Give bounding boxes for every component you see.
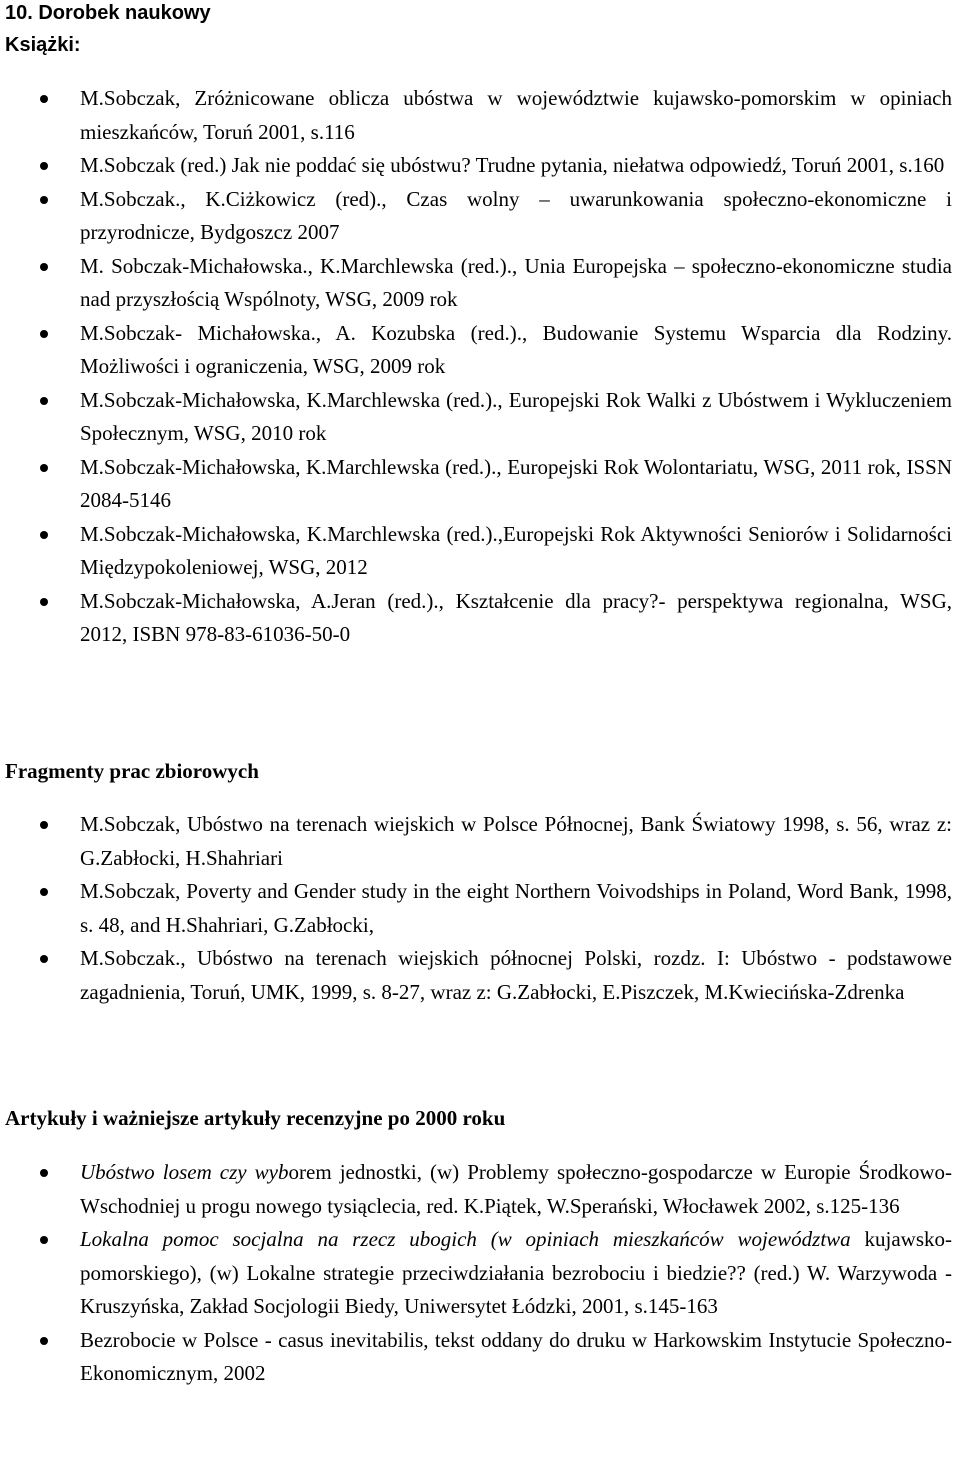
list-item-text: M. Sobczak-Michałowska., K.Marchlewska (red.)., Unia Europejska – społeczno-ekonomiczne studia nad przyszłością Wspólnoty, WSG, 2009 rok bbox=[80, 253, 952, 311]
fragments-list bbox=[0, 808, 960, 1009]
list-item-text: M.Sobczak-Michałowska, K.Marchlewska (red.)., Europejski Rok Wolontariatu, WSG, 2011 rok, ISSN 2084-5146 bbox=[80, 454, 952, 512]
list-item-text: orem jednostki, (w) Problemy społeczno-gospodarcze w Europie Środkowo-Wschodniej u progu nowego tysiąclecia, red. K.Piątek, W.Sperański, Włocławek 2002, s.125-136 bbox=[80, 1160, 952, 1218]
bullet-icon bbox=[40, 196, 48, 204]
list-item-text: M.Sobczak-Michałowska, K.Marchlewska (red.)., Europejski Rok Walki z Ubóstwem i Wykluczeniem Społecznym, WSG, 2010 rok bbox=[80, 387, 952, 445]
books-list bbox=[0, 82, 960, 652]
list-item-text: M.Sobczak-Michałowska, A.Jeran (red.)., Kształcenie dla pracy?- perspektywa regionalna, WSG, 2012, ISBN 978-83-61036-50-0 bbox=[80, 588, 952, 646]
section-title: 10. Dorobek naukowy bbox=[5, 2, 211, 24]
books-label: Książki: bbox=[5, 34, 81, 56]
bullet-icon bbox=[40, 397, 48, 405]
list-item bbox=[0, 149, 960, 183]
bullet-icon bbox=[40, 162, 48, 170]
bullet-icon bbox=[40, 821, 48, 829]
bullet-icon bbox=[40, 95, 48, 103]
article-title-italic: Ubóstwo losem czy wyb bbox=[80, 1160, 289, 1184]
list-item-text: M.Sobczak., K.Ciżkowicz (red)., Czas wolny – uwarunkowania społeczno-ekonomiczne i przyrodnicze, Bydgoszcz 2007 bbox=[80, 186, 952, 244]
list-item bbox=[0, 384, 960, 451]
bullet-icon bbox=[40, 888, 48, 896]
list-item bbox=[0, 451, 960, 518]
list-item bbox=[0, 1324, 960, 1391]
list-item bbox=[0, 808, 960, 875]
list-item-text: Bezrobocie w Polsce - casus inevitabilis, tekst oddany do druku w Harkowskim Instytucie Społeczno-Ekonomicznym, 2002 bbox=[80, 1327, 952, 1385]
bullet-icon bbox=[40, 598, 48, 606]
list-item bbox=[0, 1223, 960, 1324]
fragments-heading: Fragmenty prac zbiorowych bbox=[5, 759, 259, 783]
articles-list bbox=[0, 1156, 960, 1391]
list-item-text: M.Sobczak, Zróżnicowane oblicza ubóstwa w województwie kujawsko-pomorskim w opiniach mieszkańców, Toruń 2001, s.116 bbox=[80, 86, 952, 144]
list-item-text: M.Sobczak, Poverty and Gender study in the eight Northern Voivodships in Poland, Word Bank, 1998, s. 48, and H.Shahriari, G.Zabłocki, bbox=[80, 879, 952, 937]
bullet-icon bbox=[40, 531, 48, 539]
articles-heading: Artykuły i ważniejsze artykuły recenzyjne po 2000 roku bbox=[5, 1106, 506, 1130]
bullet-icon bbox=[40, 955, 48, 963]
list-item bbox=[0, 183, 960, 250]
bullet-icon bbox=[40, 1169, 48, 1177]
list-item bbox=[0, 875, 960, 942]
bullet-icon bbox=[40, 464, 48, 472]
bullet-icon bbox=[40, 263, 48, 271]
list-item bbox=[0, 82, 960, 149]
list-item-text: kujawsko-pomorskiego), (w) Lokalne strategie przeciwdziałania bezrobociu i biedzie?? (red.) W. Warzywoda - Kruszyńska, Zakład Socjologii Biedy, Uniwersytet Łódzki, 2001, s.145-163 bbox=[80, 1227, 952, 1318]
list-item bbox=[0, 585, 960, 652]
list-item-text: M.Sobczak (red.) Jak nie poddać się ubóstwu? Trudne pytania, niełatwa odpowiedź, Toruń 2001, s.160 bbox=[80, 153, 945, 177]
list-item-text: M.Sobczak- Michałowska., A. Kozubska (red.)., Budowanie Systemu Wsparcia dla Rodziny. Możliwości i ograniczenia, WSG, 2009 rok bbox=[80, 320, 952, 378]
article-title-italic: Lokalna pomoc socjalna na rzecz ubogich (w opiniach mieszkańców województwa bbox=[80, 1227, 865, 1251]
bullet-icon bbox=[40, 1236, 48, 1244]
list-item bbox=[0, 317, 960, 384]
list-item bbox=[0, 518, 960, 585]
bullet-icon bbox=[40, 330, 48, 338]
list-item bbox=[0, 1156, 960, 1223]
list-item-text: M.Sobczak., Ubóstwo na terenach wiejskich północnej Polski, rozdz. I: Ubóstwo - podstawowe zagadnienia, Toruń, UMK, 1999, s. 8-27, wraz z: G.Zabłocki, E.Piszczek, M.Kwiecińska-Zdrenka bbox=[80, 946, 952, 1004]
list-item bbox=[0, 942, 960, 1009]
list-item bbox=[0, 250, 960, 317]
bullet-icon bbox=[40, 1337, 48, 1345]
list-item-text: M.Sobczak-Michałowska, K.Marchlewska (red.).,Europejski Rok Aktywności Seniorów i Solidarności Międzypokoleniowej, WSG, 2012 bbox=[80, 521, 952, 579]
list-item-text: M.Sobczak, Ubóstwo na terenach wiejskich w Polsce Północnej, Bank Światowy 1998, s. 56, wraz z: G.Zabłocki, H.Shahriari bbox=[80, 812, 952, 870]
